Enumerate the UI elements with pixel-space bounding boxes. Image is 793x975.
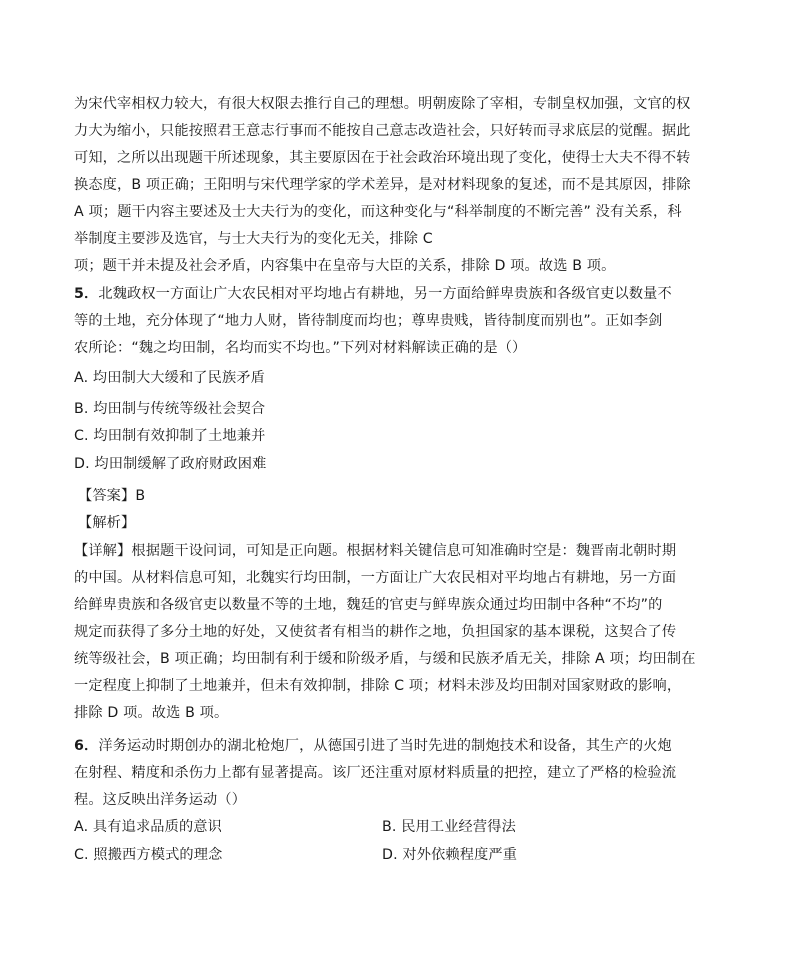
question-5-option-a: A. 均田制大大缓和了民族矛盾 — [74, 370, 265, 386]
question-5-detail-line-5: 统等级社会，B 项正确；均田制有利于缓和阶级矛盾，与缓和民族矛盾无关，排除 A 项；均田制在 — [74, 651, 696, 667]
question-5-option-c: C. 均田制有效抑制了土地兼并 — [74, 428, 266, 444]
question-6-number: 6． — [74, 738, 99, 754]
question-5-stem-line-1 — [74, 283, 672, 305]
question-5-detail-line-2: 的中国。从材料信息可知，北魏实行均田制，一方面让广大农民相对平均地占有耕地，另一方面 — [74, 570, 677, 586]
question-5-answer: 【答案】B — [78, 488, 146, 504]
question-6-stem-line-3: 程。这反映出洋务运动（） — [74, 792, 247, 808]
question-5-detail-line-1: 【详解】根据题干设问词，可知是正向题。根据材料关键信息可知准确时空是：魏晋南北朝时期 — [74, 543, 677, 559]
question-6-stem-line-1 — [74, 735, 672, 757]
question-5-analysis-label: 【解析】 — [78, 515, 136, 531]
explanation-q4-line-2: 力大为缩小，只能按照君王意志行事而不能按自己意志改造社会，只好转而寻求底层的觉醒。据此 — [74, 123, 691, 139]
question-5-stem-line-2: 等的土地，充分体现了“地力人财，皆待制度而均也；尊卑贵贱，皆待制度而别也”。正如李剑 — [74, 313, 663, 329]
explanation-q4-line-4: 换态度，B 项正确；王阳明与宋代理学家的学术差异，是对材料现象的复述，而不是其原因，排除 — [74, 177, 691, 193]
explanation-q4-line-7: 项；题干并未提及社会矛盾，内容集中在皇帝与大臣的关系，排除 D 项。故选 B 项。 — [74, 258, 616, 274]
question-5-option-d: D. 均田制缓解了政府财政困难 — [74, 456, 267, 472]
question-6-option-c: C. 照搬西方模式的理念 — [74, 847, 223, 863]
question-5-detail-line-4: 规定而获得了多分土地的好处，又使贫者有相当的耕作之地，负担国家的基本课税，这契合了传 — [74, 624, 677, 640]
question-5-detail-line-7: 排除 D 项。故选 B 项。 — [74, 705, 229, 721]
explanation-q4-line-6: 举制度主要涉及选官，与士大夫行为的变化无关，排除 C — [74, 231, 433, 247]
question-6-option-d: D. 对外依赖程度严重 — [382, 847, 518, 863]
question-5-stem-line-3: 农所论：“魏之均田制，名均而实不均也。”下列对材料解读正确的是（） — [74, 340, 527, 356]
question-5-detail-line-3: 给鲜卑贵族和各级官吏以数量不等的土地，魏廷的官吏与鲜卑族众通过均田制中各种“不均”的 — [74, 597, 663, 613]
question-6-stem-text: 洋务运动时期创办的湖北枪炮厂，从德国引进了当时先进的制炮技术和设备，其生产的火炮 — [98, 738, 672, 754]
question-5-number: 5． — [74, 286, 99, 302]
explanation-q4-line-1: 为宋代宰相权力较大，有很大权限去推行自己的理想。明朝废除了宰相，专制皇权加强，文官的权 — [74, 96, 691, 112]
question-6-option-b: B. 民用工业经营得法 — [382, 819, 516, 835]
question-5-stem-text: 北魏政权一方面让广大农民相对平均地占有耕地，另一方面给鲜卑贵族和各级官吏以数量不 — [98, 286, 672, 302]
question-5-option-b: B. 均田制与传统等级社会契合 — [74, 401, 266, 417]
question-6-option-a: A. 具有追求品质的意识 — [74, 819, 222, 835]
explanation-q4-line-3: 可知，之所以出现题干所述现象，其主要原因在于社会政治环境出现了变化，使得士大夫不得不转 — [74, 150, 691, 166]
explanation-q4-line-5: A 项；题干内容主要述及士大夫行为的变化，而这种变化与“科举制度的不断完善” 没有关系，科 — [74, 204, 682, 220]
question-5-detail-line-6: 一定程度上抑制了土地兼并，但未有效抑制，排除 C 项；材料未涉及均田制对国家财政的影响， — [74, 678, 682, 694]
question-6-stem-line-2: 在射程、精度和杀伤力上都有显著提高。该厂还注重对原材料质量的把控，建立了严格的检验流 — [74, 765, 677, 781]
